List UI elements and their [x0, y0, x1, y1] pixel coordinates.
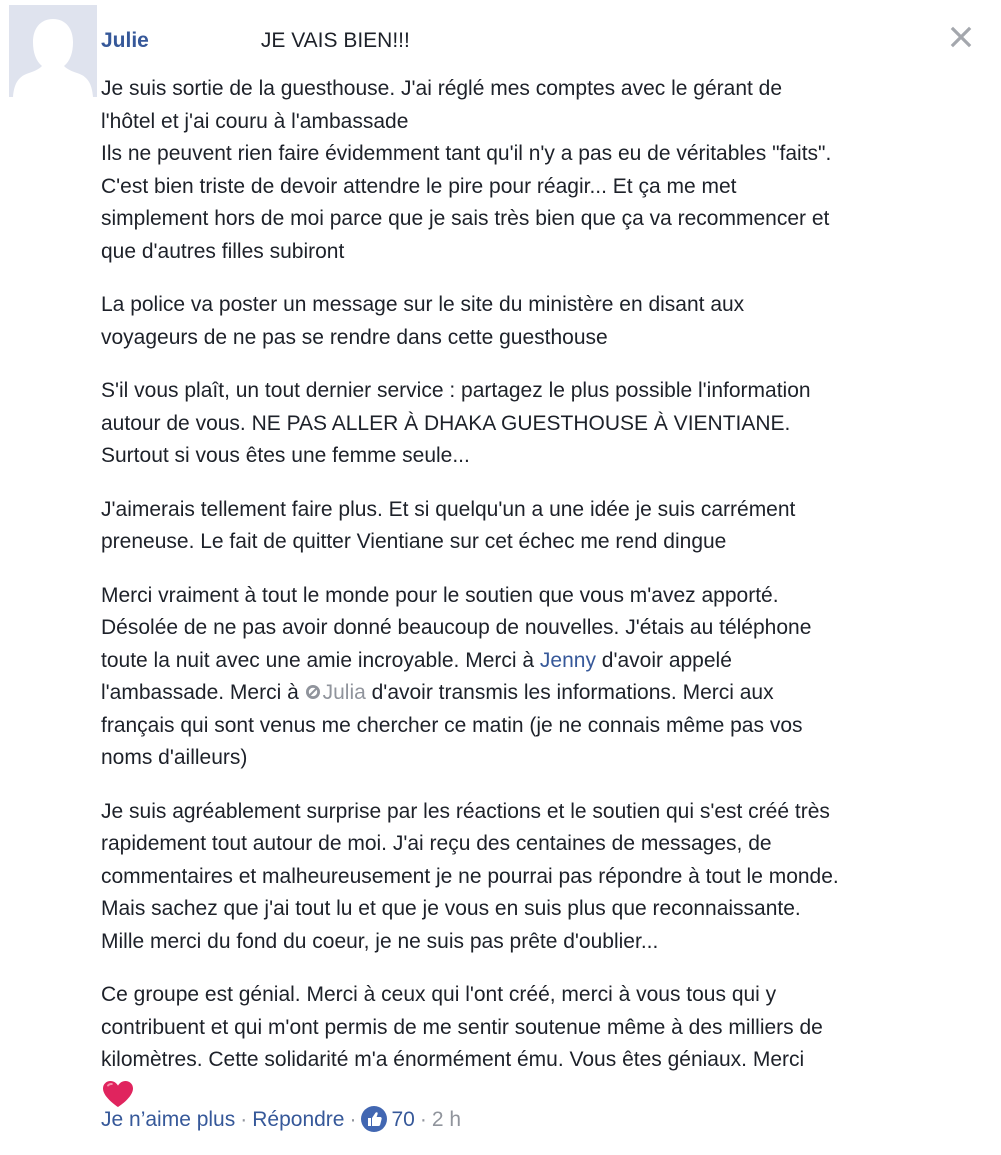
text-line: S'il vous plaît, un tout dernier service : partagez le plus possible l'information — [101, 379, 811, 402]
text-line: Je suis agréablement surprise par les réactions et le soutien qui s'est créé très — [101, 799, 830, 823]
separator: · — [419, 1108, 427, 1131]
text-line: Ce groupe est génial. Merci à ceux qui l'ont créé, merci à vous tous qui y — [101, 983, 777, 1006]
comment-paragraph — [101, 375, 981, 473]
text-line: voyageurs de ne pas se rendre dans cette guesthouse — [101, 325, 608, 349]
comment-paragraph — [101, 73, 981, 268]
text-line: que d'autres filles subiront — [101, 239, 345, 263]
default-female-avatar-icon — [9, 5, 97, 97]
text-line: français qui sont venus me chercher ce matin (je ne connais même pas vos — [101, 713, 803, 737]
mention-julia-label: Julia — [322, 681, 366, 704]
text-line: preneuse. Le fait de quitter Vientiane sur cet échec me rend dingue — [101, 530, 727, 553]
comment-paragraph — [101, 796, 981, 959]
text-line: Ils ne peuvent rien faire évidemment tant qu'il n'y a pas eu de véritables "faits". — [101, 142, 832, 165]
comment-paragraph — [101, 979, 981, 1077]
text-line: l'hôtel et j'ai couru à l'ambassade — [101, 109, 409, 133]
like-count[interactable]: 70 — [391, 1108, 415, 1131]
separator: · — [240, 1108, 248, 1131]
blocked-user-icon — [305, 684, 321, 700]
text-line-part: l'ambassade. Merci à — [101, 681, 305, 704]
text-line: Mille merci du fond du coeur, je ne suis pas prête d'oublier... — [101, 929, 659, 953]
comment-actions — [101, 1105, 461, 1135]
comment-paragraph — [101, 580, 981, 775]
timestamp[interactable]: 2 h — [431, 1108, 462, 1131]
text-line-part: d'avoir transmis les informations. Merci aux — [365, 681, 774, 704]
text-line-part: toute la nuit avec une amie incroyable. Merci à — [101, 648, 540, 672]
text-line-part: d'avoir appelé — [595, 648, 732, 672]
text-line: noms d'ailleurs) — [101, 746, 248, 769]
comment-headline: JE VAIS BIEN!!! — [260, 29, 410, 52]
comment-paragraph — [101, 289, 981, 354]
text-line: Je suis sortie de la guesthouse. J'ai réglé mes comptes avec le gérant de — [101, 77, 783, 100]
mention-julia[interactable] — [305, 681, 366, 704]
comment-body — [101, 26, 981, 1114]
separator: · — [349, 1108, 357, 1131]
avatar[interactable] — [9, 5, 97, 97]
text-line: C'est bien triste de devoir attendre le pire pour réagir... Et ça me met — [101, 174, 737, 198]
text-line: Désolée de ne pas avoir donné beaucoup de nouvelles. J'étais au téléphone — [101, 616, 812, 639]
text-line: Merci vraiment à tout le monde pour le soutien que vous m'avez apporté. — [101, 583, 779, 607]
redacted-surname — [149, 28, 261, 54]
text-line: autour de vous. NE PAS ALLER À DHAKA GUESTHOUSE À VIENTIANE. — [101, 411, 791, 435]
text-line: J'aimerais tellement faire plus. Et si quelqu'un a une idée je suis carrément — [101, 497, 796, 521]
reply-button[interactable]: Répondre — [252, 1108, 345, 1131]
red-heart-icon — [101, 1079, 135, 1109]
text-line: Mais sachez que j'ai tout lu et que je vous en suis plus que reconnaissante. — [101, 897, 801, 920]
unlike-button[interactable]: Je n’aime plus — [101, 1108, 236, 1131]
text-line: rapidement tout autour de moi. J'ai reçu des centaines de messages, de — [101, 832, 772, 855]
text-line: La police va poster un message sur le site du ministère en disant aux — [101, 293, 745, 316]
text-line: simplement hors de moi parce que je sais très bien que ça va recommencer et — [101, 207, 830, 230]
text-line: commentaires et malheureusement je ne pourrai pas répondre à tout le monde. — [101, 864, 839, 888]
comment-paragraph — [101, 494, 981, 559]
author-name[interactable]: Julie — [101, 29, 149, 52]
text-line: contribuent et qui m'ont permis de me sentir soutenue même à des milliers de — [101, 1015, 823, 1039]
like-thumb-icon[interactable] — [361, 1106, 387, 1132]
mention-jenny[interactable]: Jenny — [539, 648, 596, 672]
text-line: kilomètres. Cette solidarité m'a énormément ému. Vous êtes géniaux. Merci — [101, 1048, 805, 1071]
comment-header — [101, 26, 981, 56]
text-line: Surtout si vous êtes une femme seule... — [101, 444, 470, 467]
